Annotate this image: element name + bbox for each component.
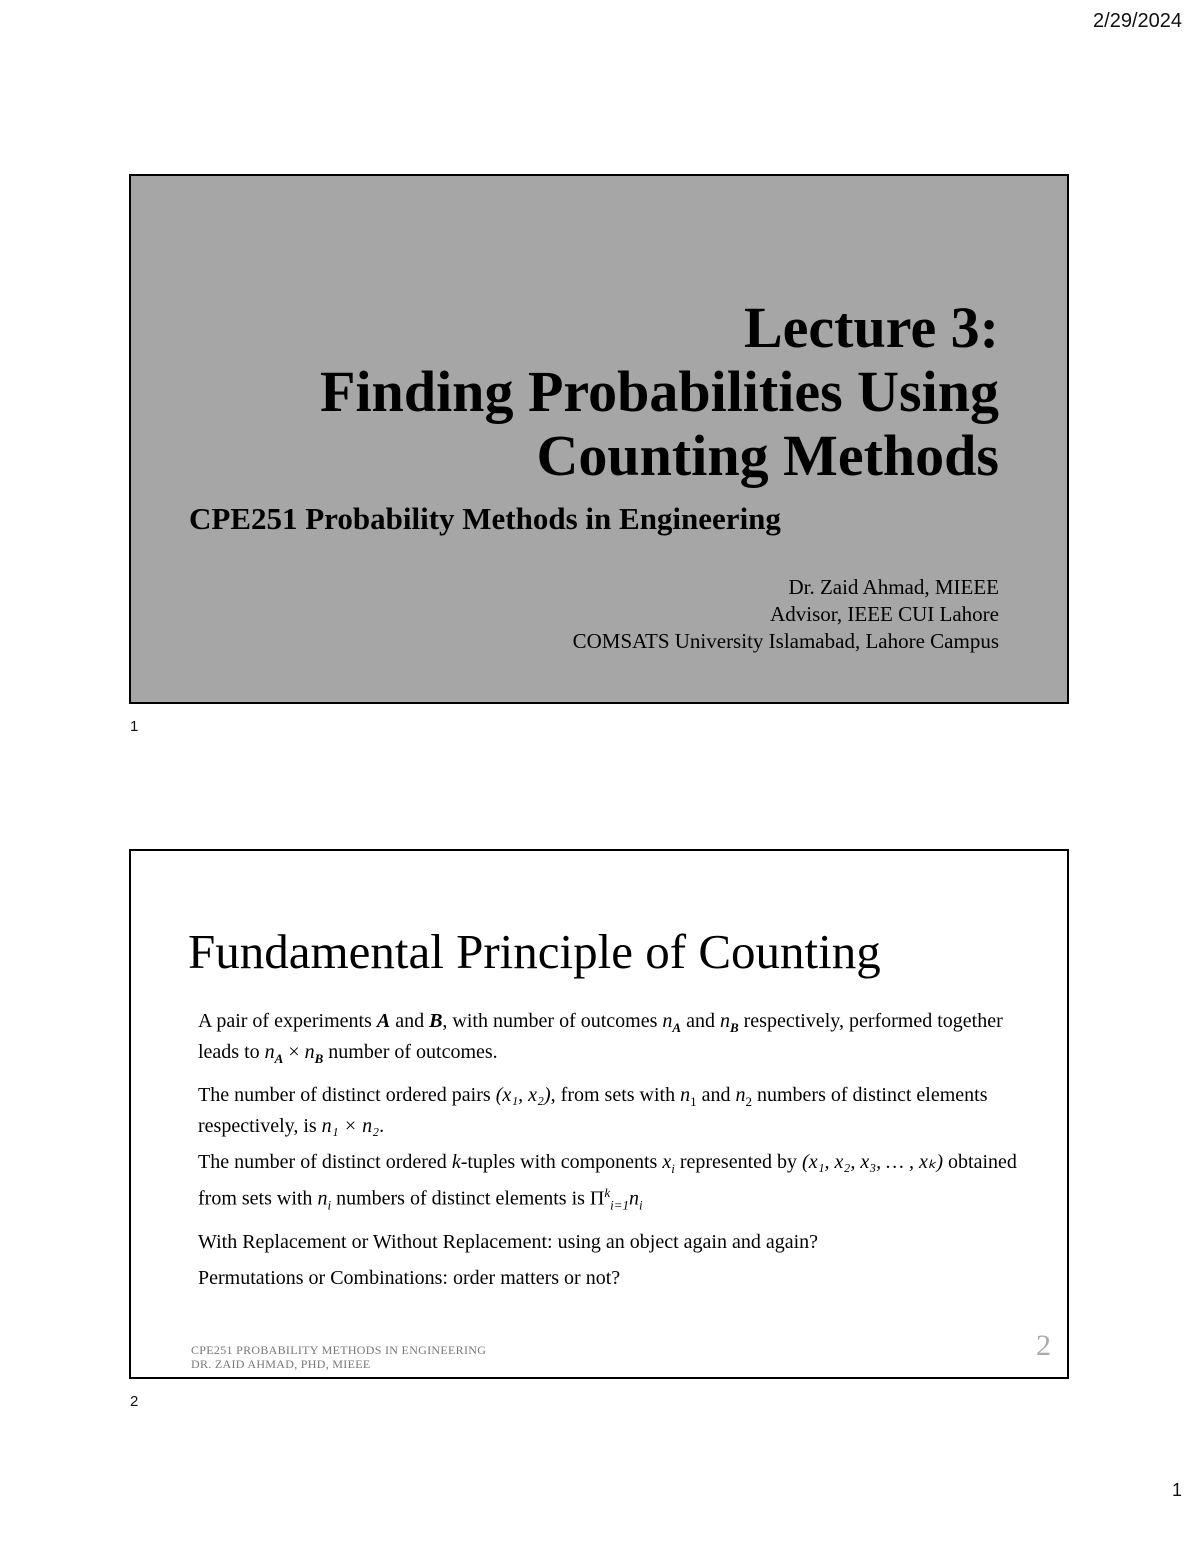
author-name: Dr. Zaid Ahmad, MIEEE — [788, 575, 999, 599]
slide-body — [198, 1009, 1018, 1302]
page-date: 2/29/2024 — [1093, 10, 1182, 32]
footer-course: CPE251 PROBABILITY METHODS IN ENGINEERING — [191, 1343, 487, 1357]
slide-index-1: 1 — [130, 718, 139, 735]
course-subtitle: CPE251 Probability Methods in Engineering — [189, 501, 781, 536]
paragraph-replacement: With Replacement or Without Replacement: using an object again and again? — [198, 1230, 819, 1253]
title-line-2: Finding Probabilities Using — [320, 359, 999, 424]
title-slide — [129, 174, 1069, 704]
author-block — [573, 574, 999, 655]
footer-author: DR. ZAID AHMAD, PHD, MIEEE — [191, 1357, 371, 1371]
paragraph-ordered-pairs: The number of distinct ordered pairs (x₁, x₂), from sets with $n_1$ and $n_2$ numbers of distinct elements respectively, is n₁ × n₂. — [198, 1084, 988, 1137]
slide-title — [320, 296, 999, 488]
content-slide — [129, 849, 1069, 1379]
slide-title: Fundamental Principle of Counting — [188, 924, 881, 979]
slide-number: 2 — [1036, 1329, 1051, 1362]
slide-footer — [191, 1343, 486, 1371]
title-line-1: Lecture 3: — [744, 295, 999, 360]
page-number: 1 — [1171, 1480, 1182, 1500]
paragraph-pair-of-experiments: A pair of experiments A and B, with number of outcomes $n_A$ and $n_B$ respectively, performed together leads to $n_A \times n_B$ number of outcomes. — [198, 1010, 1003, 1066]
title-line-3: Counting Methods — [536, 423, 999, 488]
slide-index-2: 2 — [130, 1393, 139, 1410]
author-role: Advisor, IEEE CUI Lahore — [770, 602, 999, 626]
paragraph-permutations: Permutations or Combinations: order matters or not? — [198, 1266, 621, 1289]
author-institution: COMSATS University Islamabad, Lahore Campus — [572, 629, 999, 653]
paragraph-k-tuples: The number of distinct ordered k-tuples with components $x_i$ represented by (x₁, x₂, x₃, … , xₖ) obtained from sets with $n_i$ numbers of distinct elements is $\Pi^k_{i=1}n_i$ — [198, 1151, 1017, 1213]
